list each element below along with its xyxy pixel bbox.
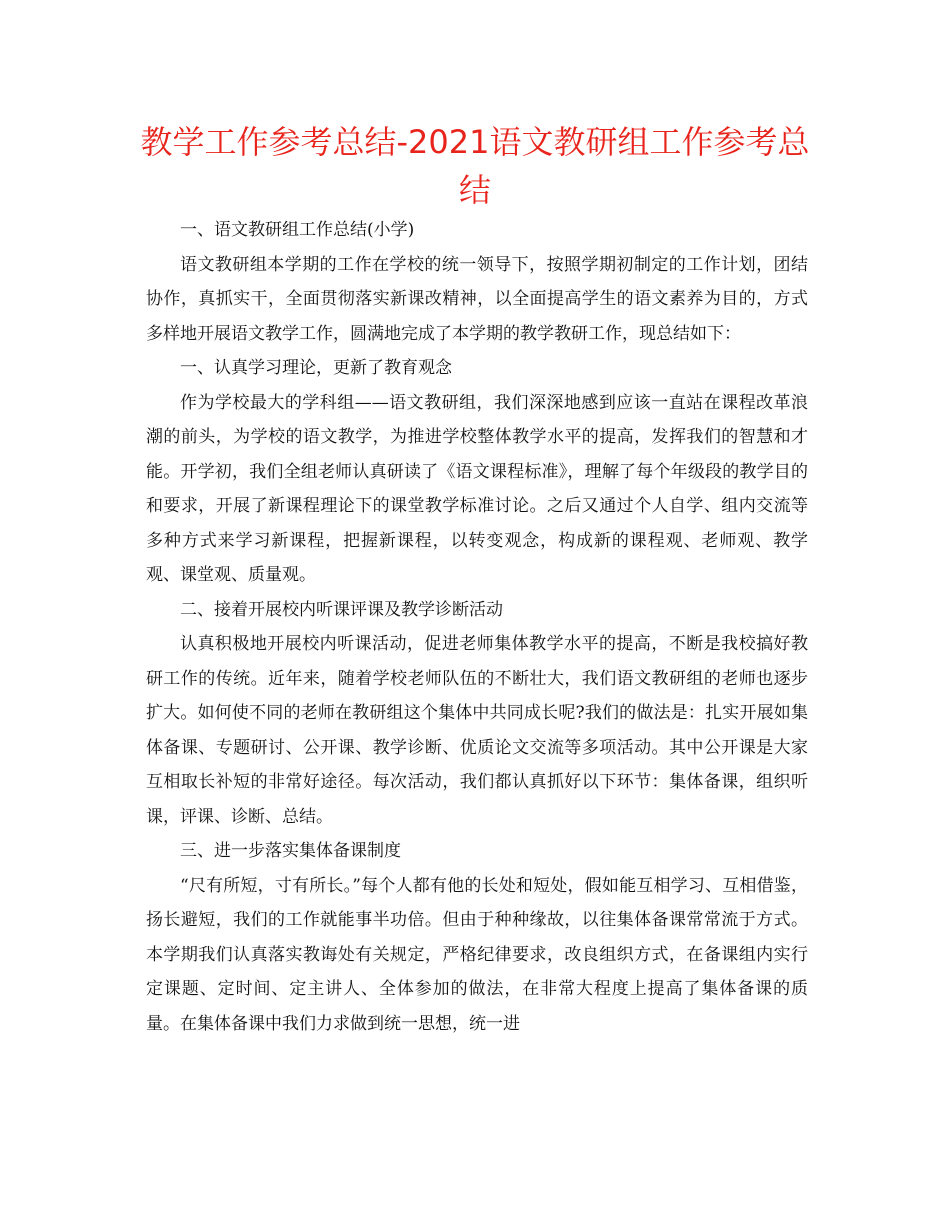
section-heading-collective-prep: 三、进一步落实集体备课制度 [180, 841, 401, 861]
section-heading-theory: 一、认真学习理论，更新了教育观念 [180, 358, 452, 378]
section-heading-lesson-review: 二、接着开展校内听课评课及教学诊断活动 [180, 599, 503, 620]
paragraph-collective-prep: “尺有所短，寸有所长。”每个人都有他的长处和短处，假如能互相学习、互相借鉴，扬长避短，我们的工作就能事半功倍。但由于种种缘故，以往集体备课常常流于方式。本学期我们认真落实教诲处有关规定，严格纪律要求，改良组织方式，在备课组内实行定课题、定时间、定主讲人、全体参加的做法，在非常大程度上提高了集体备课的质量。在集体备课中我们力求做到统一思想，统一进 [146, 875, 808, 1034]
paragraph-theory: 作为学校最大的学科组——语文教研组，我们深深地感到应该一直站在课程改革浪潮的前头，为学校的语文教学，为推进学校整体教学水平的提高，发挥我们的智慧和才能。开学初，我们全组老师认真研读了《语文课程标准》，理解了每个年级段的教学目的和要求，开展了新课程理论下的课堂教学标准讨论。之后又通过个人自学、组内交流等多种方式来学习新课程，把握新课程，以转变观念，构成新的课程观、老师观、教学观、课堂观、质量观。 [146, 392, 808, 585]
paragraph-intro: 语文教研组本学期的工作在学校的统一领导下，按照学期初制定的工作计划，团结协作，真抓实干，全面贯彻落实新课改精神，以全面提高学生的语文素养为目的，方式多样地开展语文教学工作，圆满地完成了本学期的教学教研工作，现总结如下： [146, 254, 808, 344]
paragraph-lesson-review: 认真积极地开展校内听课活动，促进老师集体教学水平的提高，不断是我校搞好教研工作的传统。近年来，随着学校老师队伍的不断壮大，我们语文教研组的老师也逐步扩大。如何使不同的老师在教研组这个集体中共同成长呢?我们的做法是：扎实开展如集体备课、专题研讨、公开课、教学诊断、优质论文交流等多项活动。其中公开课是大家互相取长补短的非常好途径。每次活动，我们都认真抓好以下环节：集体备课，组织听课，评课、诊断、总结。 [146, 634, 808, 827]
section-heading-overview: 一、语文教研组工作总结(小学) [180, 220, 415, 240]
document-body [146, 213, 808, 1041]
document-title: 教学工作参考总结-2021语文教研组工作参考总结 [140, 123, 810, 209]
